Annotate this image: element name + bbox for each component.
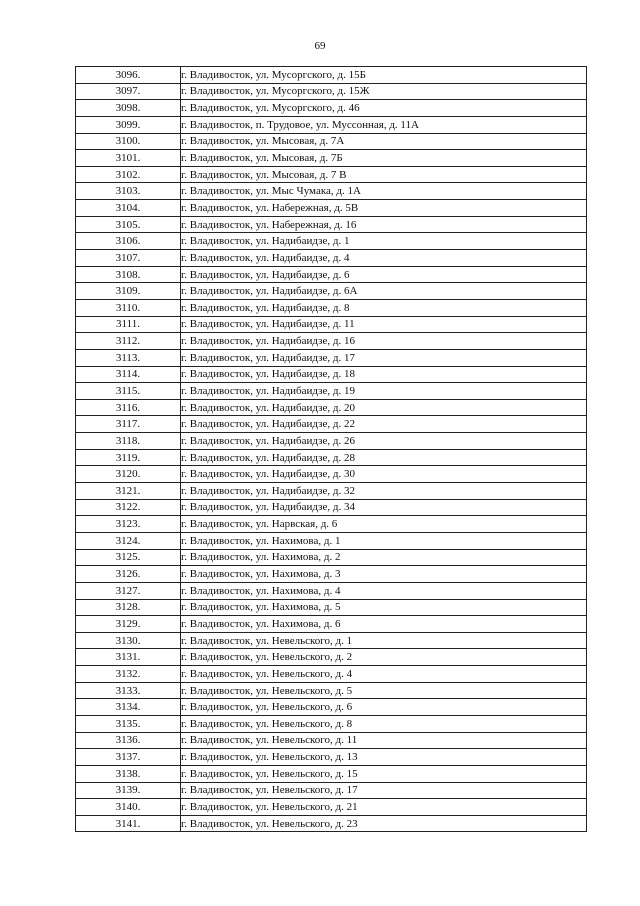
- row-address: г. Владивосток, ул. Надибаидзе, д. 19: [181, 383, 587, 400]
- row-address: г. Владивосток, ул. Нахимова, д. 6: [181, 616, 587, 633]
- table-row: [76, 666, 587, 683]
- table-row: [76, 499, 587, 516]
- table-row: [76, 616, 587, 633]
- row-number: 3123.: [76, 516, 181, 533]
- row-address: г. Владивосток, ул. Надибаидзе, д. 28: [181, 449, 587, 466]
- table-row: [76, 532, 587, 549]
- row-number: 3127.: [76, 582, 181, 599]
- row-number: 3137.: [76, 749, 181, 766]
- row-number: 3128.: [76, 599, 181, 616]
- row-number: 3107.: [76, 250, 181, 267]
- row-address: г. Владивосток, ул. Невельского, д. 11: [181, 732, 587, 749]
- table-row: [76, 449, 587, 466]
- row-number: 3119.: [76, 449, 181, 466]
- row-number: 3113.: [76, 349, 181, 366]
- table-row: [76, 67, 587, 84]
- table-row: [76, 599, 587, 616]
- row-number: 3110.: [76, 299, 181, 316]
- row-address: г. Владивосток, ул. Нахимова, д. 5: [181, 599, 587, 616]
- row-number: 3120.: [76, 466, 181, 483]
- table-row: [76, 765, 587, 782]
- table-row: [76, 383, 587, 400]
- row-number: 3097.: [76, 83, 181, 100]
- row-address: г. Владивосток, ул. Надибаидзе, д. 8: [181, 299, 587, 316]
- row-address: г. Владивосток, ул. Надибаидзе, д. 22: [181, 416, 587, 433]
- row-address: г. Владивосток, ул. Надибаидзе, д. 32: [181, 483, 587, 500]
- row-address: г. Владивосток, ул. Надибаидзе, д. 4: [181, 250, 587, 267]
- table-row: [76, 416, 587, 433]
- row-number: 3109.: [76, 283, 181, 300]
- table-row: [76, 649, 587, 666]
- row-address: г. Владивосток, ул. Невельского, д. 15: [181, 765, 587, 782]
- row-number: 3140.: [76, 799, 181, 816]
- table-row: [76, 549, 587, 566]
- row-address: г. Владивосток, ул. Мысовая, д. 7А: [181, 133, 587, 150]
- row-number: 3136.: [76, 732, 181, 749]
- row-address: г. Владивосток, ул. Надибаидзе, д. 34: [181, 499, 587, 516]
- row-address: г. Владивосток, ул. Мысовая, д. 7 В: [181, 166, 587, 183]
- row-address: г. Владивосток, ул. Надибаидзе, д. 30: [181, 466, 587, 483]
- table-row: [76, 815, 587, 832]
- table-row: [76, 699, 587, 716]
- row-address: г. Владивосток, ул. Мусоргского, д. 15Б: [181, 67, 587, 84]
- row-address: г. Владивосток, п. Трудовое, ул. Муссонная, д. 11А: [181, 116, 587, 133]
- row-address: г. Владивосток, ул. Надибаидзе, д. 11: [181, 316, 587, 333]
- row-number: 3100.: [76, 133, 181, 150]
- table-row: [76, 283, 587, 300]
- row-address: г. Владивосток, ул. Набережная, д. 5В: [181, 200, 587, 217]
- row-number: 3118.: [76, 433, 181, 450]
- table-row: [76, 566, 587, 583]
- row-address: г. Владивосток, ул. Нахимова, д. 3: [181, 566, 587, 583]
- row-number: 3096.: [76, 67, 181, 84]
- row-number: 3138.: [76, 765, 181, 782]
- table-row: [76, 183, 587, 200]
- table-row: [76, 333, 587, 350]
- row-number: 3104.: [76, 200, 181, 217]
- row-number: 3133.: [76, 682, 181, 699]
- row-address: г. Владивосток, ул. Надибаидзе, д. 6А: [181, 283, 587, 300]
- table-row: [76, 83, 587, 100]
- row-number: 3130.: [76, 632, 181, 649]
- table-row: [76, 732, 587, 749]
- table-row: [76, 266, 587, 283]
- table-row: [76, 166, 587, 183]
- table-row: [76, 466, 587, 483]
- table-row: [76, 316, 587, 333]
- row-number: 3135.: [76, 715, 181, 732]
- row-number: 3134.: [76, 699, 181, 716]
- table-row: [76, 399, 587, 416]
- row-address: г. Владивосток, ул. Невельского, д. 1: [181, 632, 587, 649]
- row-number: 3102.: [76, 166, 181, 183]
- row-address: г. Владивосток, ул. Невельского, д. 5: [181, 682, 587, 699]
- row-number: 3132.: [76, 666, 181, 683]
- row-number: 3122.: [76, 499, 181, 516]
- row-number: 3098.: [76, 100, 181, 117]
- row-number: 3124.: [76, 532, 181, 549]
- row-number: 3125.: [76, 549, 181, 566]
- row-address: г. Владивосток, ул. Невельского, д. 2: [181, 649, 587, 666]
- row-address: г. Владивосток, ул. Набережная, д. 16: [181, 216, 587, 233]
- row-address: г. Владивосток, ул. Мысовая, д. 7Б: [181, 150, 587, 167]
- row-number: 3115.: [76, 383, 181, 400]
- table-row: [76, 782, 587, 799]
- row-address: г. Владивосток, ул. Невельского, д. 4: [181, 666, 587, 683]
- table-row: [76, 715, 587, 732]
- row-number: 3116.: [76, 399, 181, 416]
- row-address: г. Владивосток, ул. Надибаидзе, д. 6: [181, 266, 587, 283]
- row-number: 3126.: [76, 566, 181, 583]
- row-number: 3106.: [76, 233, 181, 250]
- table-row: [76, 483, 587, 500]
- table-row: [76, 582, 587, 599]
- row-address: г. Владивосток, ул. Мыс Чумака, д. 1А: [181, 183, 587, 200]
- table-row: [76, 200, 587, 217]
- table-row: [76, 433, 587, 450]
- row-number: 3139.: [76, 782, 181, 799]
- table-row: [76, 682, 587, 699]
- table-row: [76, 133, 587, 150]
- row-address: г. Владивосток, ул. Мусоргского, д. 46: [181, 100, 587, 117]
- row-address: г. Владивосток, ул. Нарвская, д. 6: [181, 516, 587, 533]
- page-number: 69: [314, 40, 326, 52]
- row-address: г. Владивосток, ул. Невельского, д. 8: [181, 715, 587, 732]
- row-address: г. Владивосток, ул. Нахимова, д. 4: [181, 582, 587, 599]
- row-address: г. Владивосток, ул. Нахимова, д. 1: [181, 532, 587, 549]
- row-number: 3131.: [76, 649, 181, 666]
- row-number: 3111.: [76, 316, 181, 333]
- row-number: 3129.: [76, 616, 181, 633]
- row-number: 3141.: [76, 815, 181, 832]
- table-row: [76, 516, 587, 533]
- table-row: [76, 749, 587, 766]
- row-number: 3108.: [76, 266, 181, 283]
- row-address: г. Владивосток, ул. Надибаидзе, д. 18: [181, 366, 587, 383]
- row-address: г. Владивосток, ул. Надибаидзе, д. 17: [181, 349, 587, 366]
- row-address: г. Владивосток, ул. Невельского, д. 17: [181, 782, 587, 799]
- row-address: г. Владивосток, ул. Надибаидзе, д. 20: [181, 399, 587, 416]
- row-number: 3117.: [76, 416, 181, 433]
- row-address: г. Владивосток, ул. Надибаидзе, д. 16: [181, 333, 587, 350]
- row-number: 3103.: [76, 183, 181, 200]
- table-row: [76, 233, 587, 250]
- table-row: [76, 799, 587, 816]
- row-address: г. Владивосток, ул. Невельского, д. 21: [181, 799, 587, 816]
- table-row: [76, 100, 587, 117]
- table-row: [76, 366, 587, 383]
- table-row: [76, 632, 587, 649]
- address-table: [75, 66, 587, 832]
- row-address: г. Владивосток, ул. Невельского, д. 13: [181, 749, 587, 766]
- row-address: г. Владивосток, ул. Мусоргского, д. 15Ж: [181, 83, 587, 100]
- row-address: г. Владивосток, ул. Невельского, д. 6: [181, 699, 587, 716]
- row-number: 3114.: [76, 366, 181, 383]
- table-row: [76, 349, 587, 366]
- row-address: г. Владивосток, ул. Невельского, д. 23: [181, 815, 587, 832]
- row-address: г. Владивосток, ул. Надибаидзе, д. 1: [181, 233, 587, 250]
- row-address: г. Владивосток, ул. Надибаидзе, д. 26: [181, 433, 587, 450]
- table-row: [76, 216, 587, 233]
- row-number: 3121.: [76, 483, 181, 500]
- table-row: [76, 116, 587, 133]
- row-number: 3099.: [76, 116, 181, 133]
- row-number: 3112.: [76, 333, 181, 350]
- row-number: 3105.: [76, 216, 181, 233]
- table-row: [76, 299, 587, 316]
- row-address: г. Владивосток, ул. Нахимова, д. 2: [181, 549, 587, 566]
- table-row: [76, 150, 587, 167]
- table-row: [76, 250, 587, 267]
- row-number: 3101.: [76, 150, 181, 167]
